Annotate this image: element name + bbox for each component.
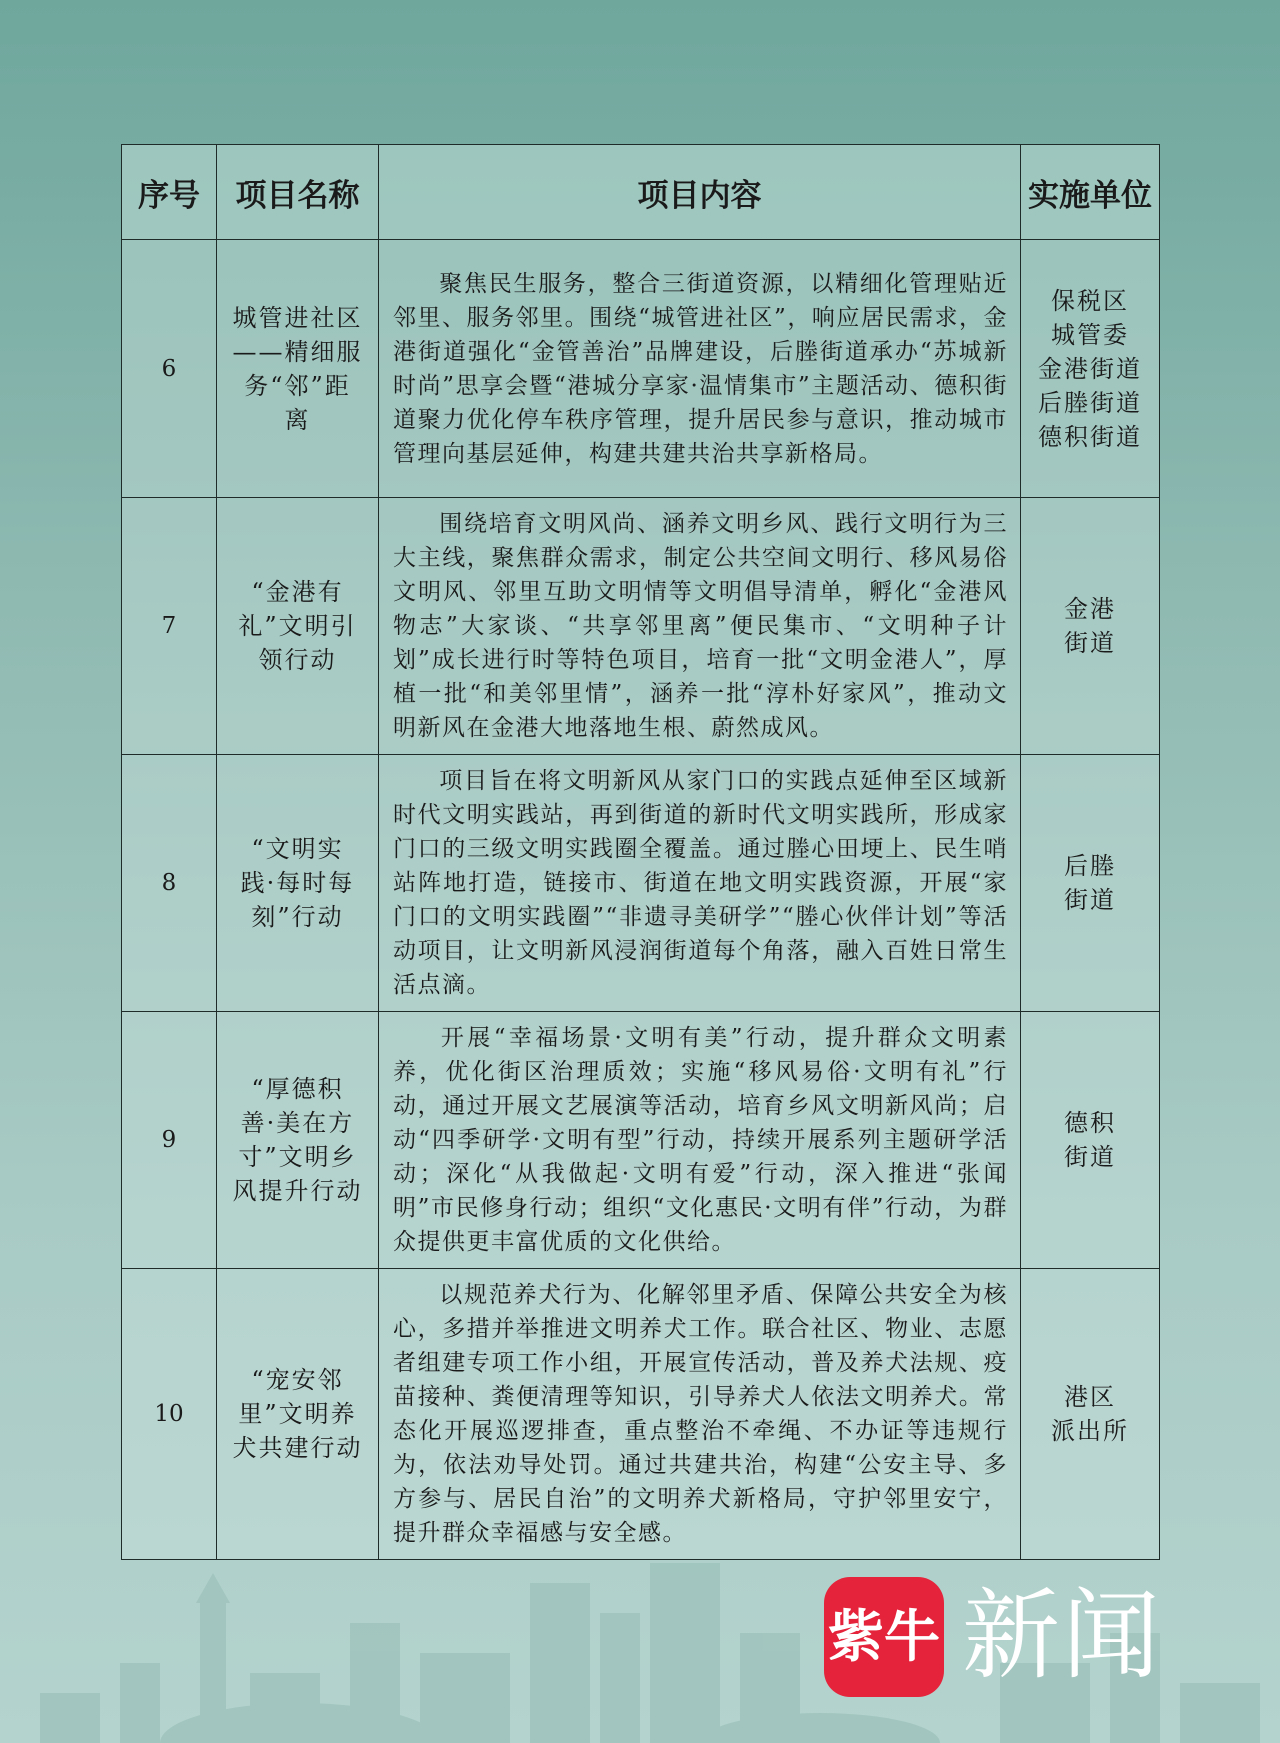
name-line: 善·美在方 <box>240 1109 355 1137</box>
row-project-content <box>379 1269 1021 1560</box>
row-project-content <box>379 755 1021 1012</box>
unit-line: 金港 <box>1064 595 1116 623</box>
name-line: “文明实 <box>251 835 344 863</box>
name-line: 寸”文明乡 <box>238 1143 357 1171</box>
unit-line: 城管委 <box>1051 320 1129 349</box>
name-line: 务“邻”距 <box>244 371 351 400</box>
name-line: “厚德积 <box>251 1075 344 1103</box>
unit-line: 金港街道 <box>1038 354 1142 383</box>
header-number: 序号 <box>122 145 217 240</box>
table-row <box>122 1269 1160 1560</box>
name-line: 领行动 <box>258 646 337 674</box>
project-table-container <box>121 144 1159 1560</box>
content-text: 项目旨在将文明新风从家门口的实践点延伸至区域新时代文明实践站，再到街道的新时代文明实践所，形成家门口的三级文明实践圈全覆盖。通过塍心田埂上、民生哨站阵地打造，链接市、街道在地文明实践资源，开展“家门口的文明实践圈”“非遗寻美研学”“塍心伙伴计划”等活动项目，让文明新风浸润街道每个角落，融入百姓日常生活点滴。 <box>393 768 1008 998</box>
name-line: 离 <box>284 405 311 434</box>
unit-line: 德积 <box>1064 1109 1116 1137</box>
brand-logo-text: 紫牛 <box>828 1604 940 1670</box>
table-row <box>122 498 1160 755</box>
unit-line: 港区 <box>1064 1383 1116 1411</box>
row-number: 7 <box>122 498 217 755</box>
table-row <box>122 1012 1160 1269</box>
content-text: 以规范养犬行为、化解邻里矛盾、保障公共安全为核心，多措并举推进文明养犬工作。联合社区、物业、志愿者组建专项工作小组，开展宣传活动，普及养犬法规、疫苗接种、粪便清理等知识，引导养犬人依法文明养犬。常态化开展巡逻排查，重点整治不牵绳、不办证等违规行为，依法劝导处罚。通过共建共治，构建“公安主导、多方参与、居民自治”的文明养犬新格局，守护邻里安宁，提升群众幸福感与安全感。 <box>393 1282 1008 1546</box>
unit-line: 后塍街道 <box>1038 388 1142 417</box>
row-implementing-unit <box>1021 1269 1160 1560</box>
name-line: 践·每时每 <box>240 869 355 897</box>
table-row <box>122 240 1160 498</box>
row-number: 9 <box>122 1012 217 1269</box>
name-line: 犬共建行动 <box>232 1434 363 1462</box>
unit-line: 街道 <box>1064 1143 1116 1171</box>
row-implementing-unit <box>1021 1012 1160 1269</box>
name-line: 城管进社区 <box>232 303 363 332</box>
row-number: 10 <box>122 1269 217 1560</box>
name-line: “金港有 <box>251 578 344 606</box>
unit-line: 保税区 <box>1051 286 1129 315</box>
header-project-name: 项目名称 <box>217 145 379 240</box>
row-project-name <box>217 755 379 1012</box>
brand-name: 新闻 <box>962 1579 1163 1693</box>
header-implementing-unit: 实施单位 <box>1021 145 1160 240</box>
content-text: 聚焦民生服务，整合三街道资源，以精细化管理贴近邻里、服务邻里。围绕“城管进社区”，响应居民需求，金港街道强化“金管善治”品牌建设，后塍街道承办“苏城新时尚”思享会暨“港城分享家·温情集市”主题活动、德积街道聚力优化停车秩序管理，提升居民参与意识，推动城市管理向基层延伸，构建共建共治共享新格局。 <box>393 270 1008 467</box>
name-line: 礼”文明引 <box>238 612 357 640</box>
name-line: 里”文明养 <box>238 1400 357 1428</box>
content-text: 开展“幸福场景·文明有美”行动，提升群众文明素养，优化街区治理质效；实施“移风易俗·文明有礼”行动，通过开展文艺展演等活动，培育乡风文明新风尚；启动“四季研学·文明有型”行动，持续开展系列主题研学活动；深化“从我做起·文明有爱”行动，深入推进“张闻明”市民修身行动；组织“文化惠民·文明有伴”行动，为群众提供更丰富优质的文化供给。 <box>393 1025 1008 1255</box>
project-table <box>121 144 1160 1560</box>
row-project-name <box>217 1012 379 1269</box>
unit-line: 德积街道 <box>1038 422 1142 451</box>
row-implementing-unit <box>1021 755 1160 1012</box>
unit-line: 街道 <box>1064 629 1116 657</box>
brand-logo <box>824 1577 944 1697</box>
unit-line: 派出所 <box>1051 1417 1129 1445</box>
header-project-content: 项目内容 <box>379 145 1021 240</box>
name-line: 风提升行动 <box>232 1177 363 1205</box>
row-number: 8 <box>122 755 217 1012</box>
name-line: ——精细服 <box>232 337 363 366</box>
name-line: “宠安邻 <box>251 1366 344 1394</box>
row-project-content <box>379 240 1021 498</box>
row-project-content <box>379 498 1021 755</box>
row-project-content <box>379 1012 1021 1269</box>
name-line: 刻”行动 <box>251 903 344 931</box>
row-project-name <box>217 240 379 498</box>
row-number: 6 <box>122 240 217 498</box>
unit-line: 后塍 <box>1064 852 1116 880</box>
unit-line: 街道 <box>1064 886 1116 914</box>
row-implementing-unit <box>1021 498 1160 755</box>
row-project-name <box>217 1269 379 1560</box>
row-implementing-unit <box>1021 240 1160 498</box>
table-header-row <box>122 145 1160 240</box>
row-project-name <box>217 498 379 755</box>
content-text: 围绕培育文明风尚、涵养文明乡风、践行文明行为三大主线，聚焦群众需求，制定公共空间文明行、移风易俗文明风、邻里互助文明情等文明倡导清单，孵化“金港风物志”大家谈、“共享邻里离”便民集市、“文明种子计划”成长进行时等特色项目，培育一批“文明金港人”，厚植一批“和美邻里情”，涵养一批“淳朴好家风”，推动文明新风在金港大地落地生根、蔚然成风。 <box>393 511 1008 741</box>
table-row <box>122 755 1160 1012</box>
